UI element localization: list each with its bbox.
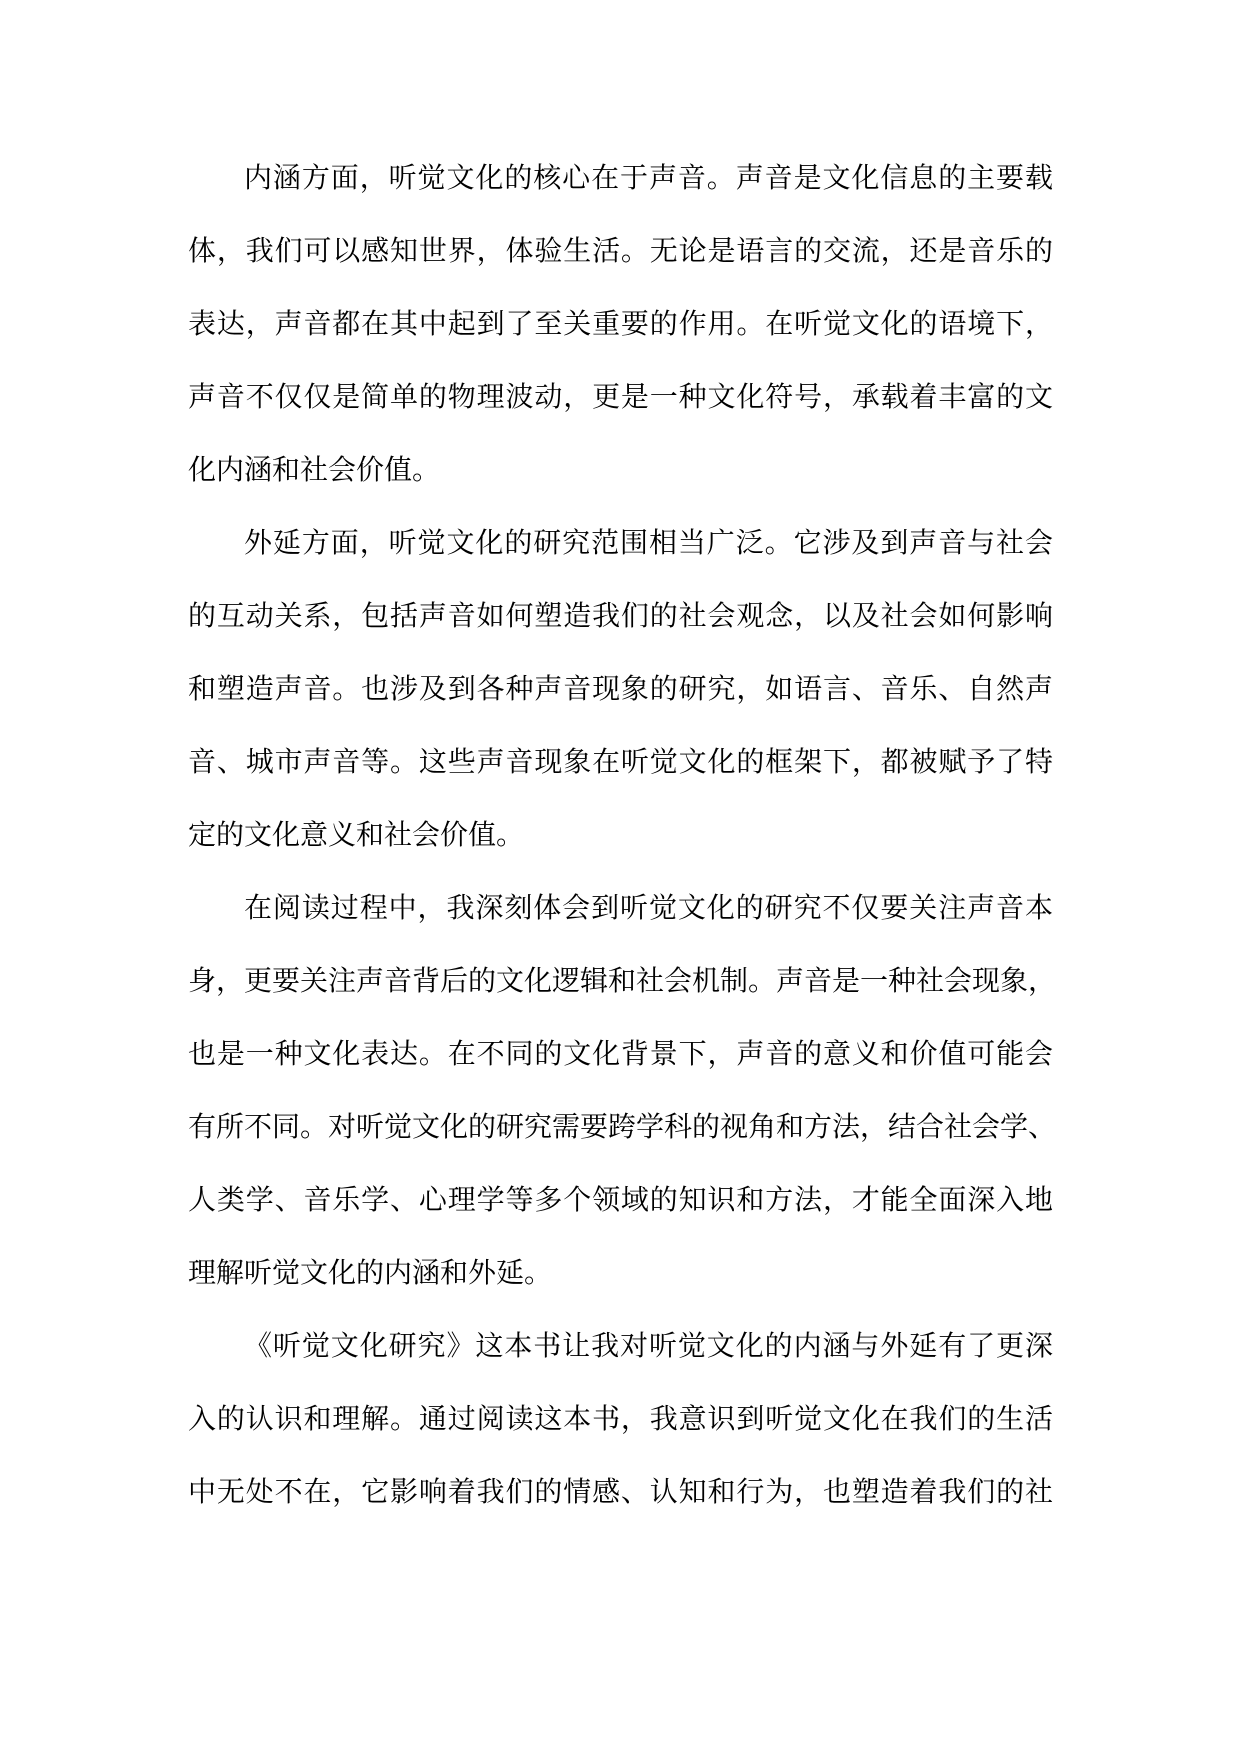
- text-line: 外延方面，听觉文化的研究范围相当广泛。它涉及到声音与社会: [244, 526, 1053, 559]
- paragraph-3: [188, 871, 1057, 1309]
- paragraph-4: [188, 1309, 1053, 1528]
- document-body: [188, 141, 1057, 1528]
- text-line: 《听觉文化研究》这本书让我对听觉文化的内涵与外延有了更深: [244, 1329, 1053, 1362]
- text-line: 也是一种文化表达。在不同的文化背景下，声音的意义和价值可能会: [188, 1037, 1053, 1070]
- text-line: 的互动关系，包括声音如何塑造我们的社会观念，以及社会如何影响: [188, 599, 1053, 632]
- text-line: 理解听觉文化的内涵和外延。: [188, 1256, 553, 1289]
- text-line: 表达，声音都在其中起到了至关重要的作用。在听觉文化的语境下，: [188, 307, 1053, 340]
- text-line: 人类学、音乐学、心理学等多个领域的知识和方法，才能全面深入地: [188, 1183, 1053, 1216]
- text-line: 在阅读过程中，我深刻体会到听觉文化的研究不仅要关注声音本: [244, 891, 1053, 924]
- text-line: 化内涵和社会价值。: [188, 453, 441, 486]
- text-line: 声音不仅仅是简单的物理波动，更是一种文化符号，承载着丰富的文: [188, 380, 1053, 413]
- paragraph-1: [188, 141, 1053, 506]
- text-line: 有所不同。对听觉文化的研究需要跨学科的视角和方法，结合社会学、: [188, 1110, 1057, 1143]
- text-line: 中无处不在，它影响着我们的情感、认知和行为，也塑造着我们的社: [188, 1475, 1053, 1508]
- text-line: 体，我们可以感知世界，体验生活。无论是语言的交流，还是音乐的: [188, 234, 1053, 267]
- paragraph-2: [188, 506, 1053, 871]
- text-line: 定的文化意义和社会价值。: [188, 818, 525, 851]
- text-line: 身，更要关注声音背后的文化逻辑和社会机制。声音是一种社会现象，: [188, 964, 1057, 997]
- text-line: 和塑造声音。也涉及到各种声音现象的研究，如语言、音乐、自然声: [188, 672, 1053, 705]
- text-line: 入的认识和理解。通过阅读这本书，我意识到听觉文化在我们的生活: [188, 1402, 1053, 1435]
- text-line: 内涵方面，听觉文化的核心在于声音。声音是文化信息的主要载: [244, 161, 1053, 194]
- text-line: 音、城市声音等。这些声音现象在听觉文化的框架下，都被赋予了特: [188, 745, 1053, 778]
